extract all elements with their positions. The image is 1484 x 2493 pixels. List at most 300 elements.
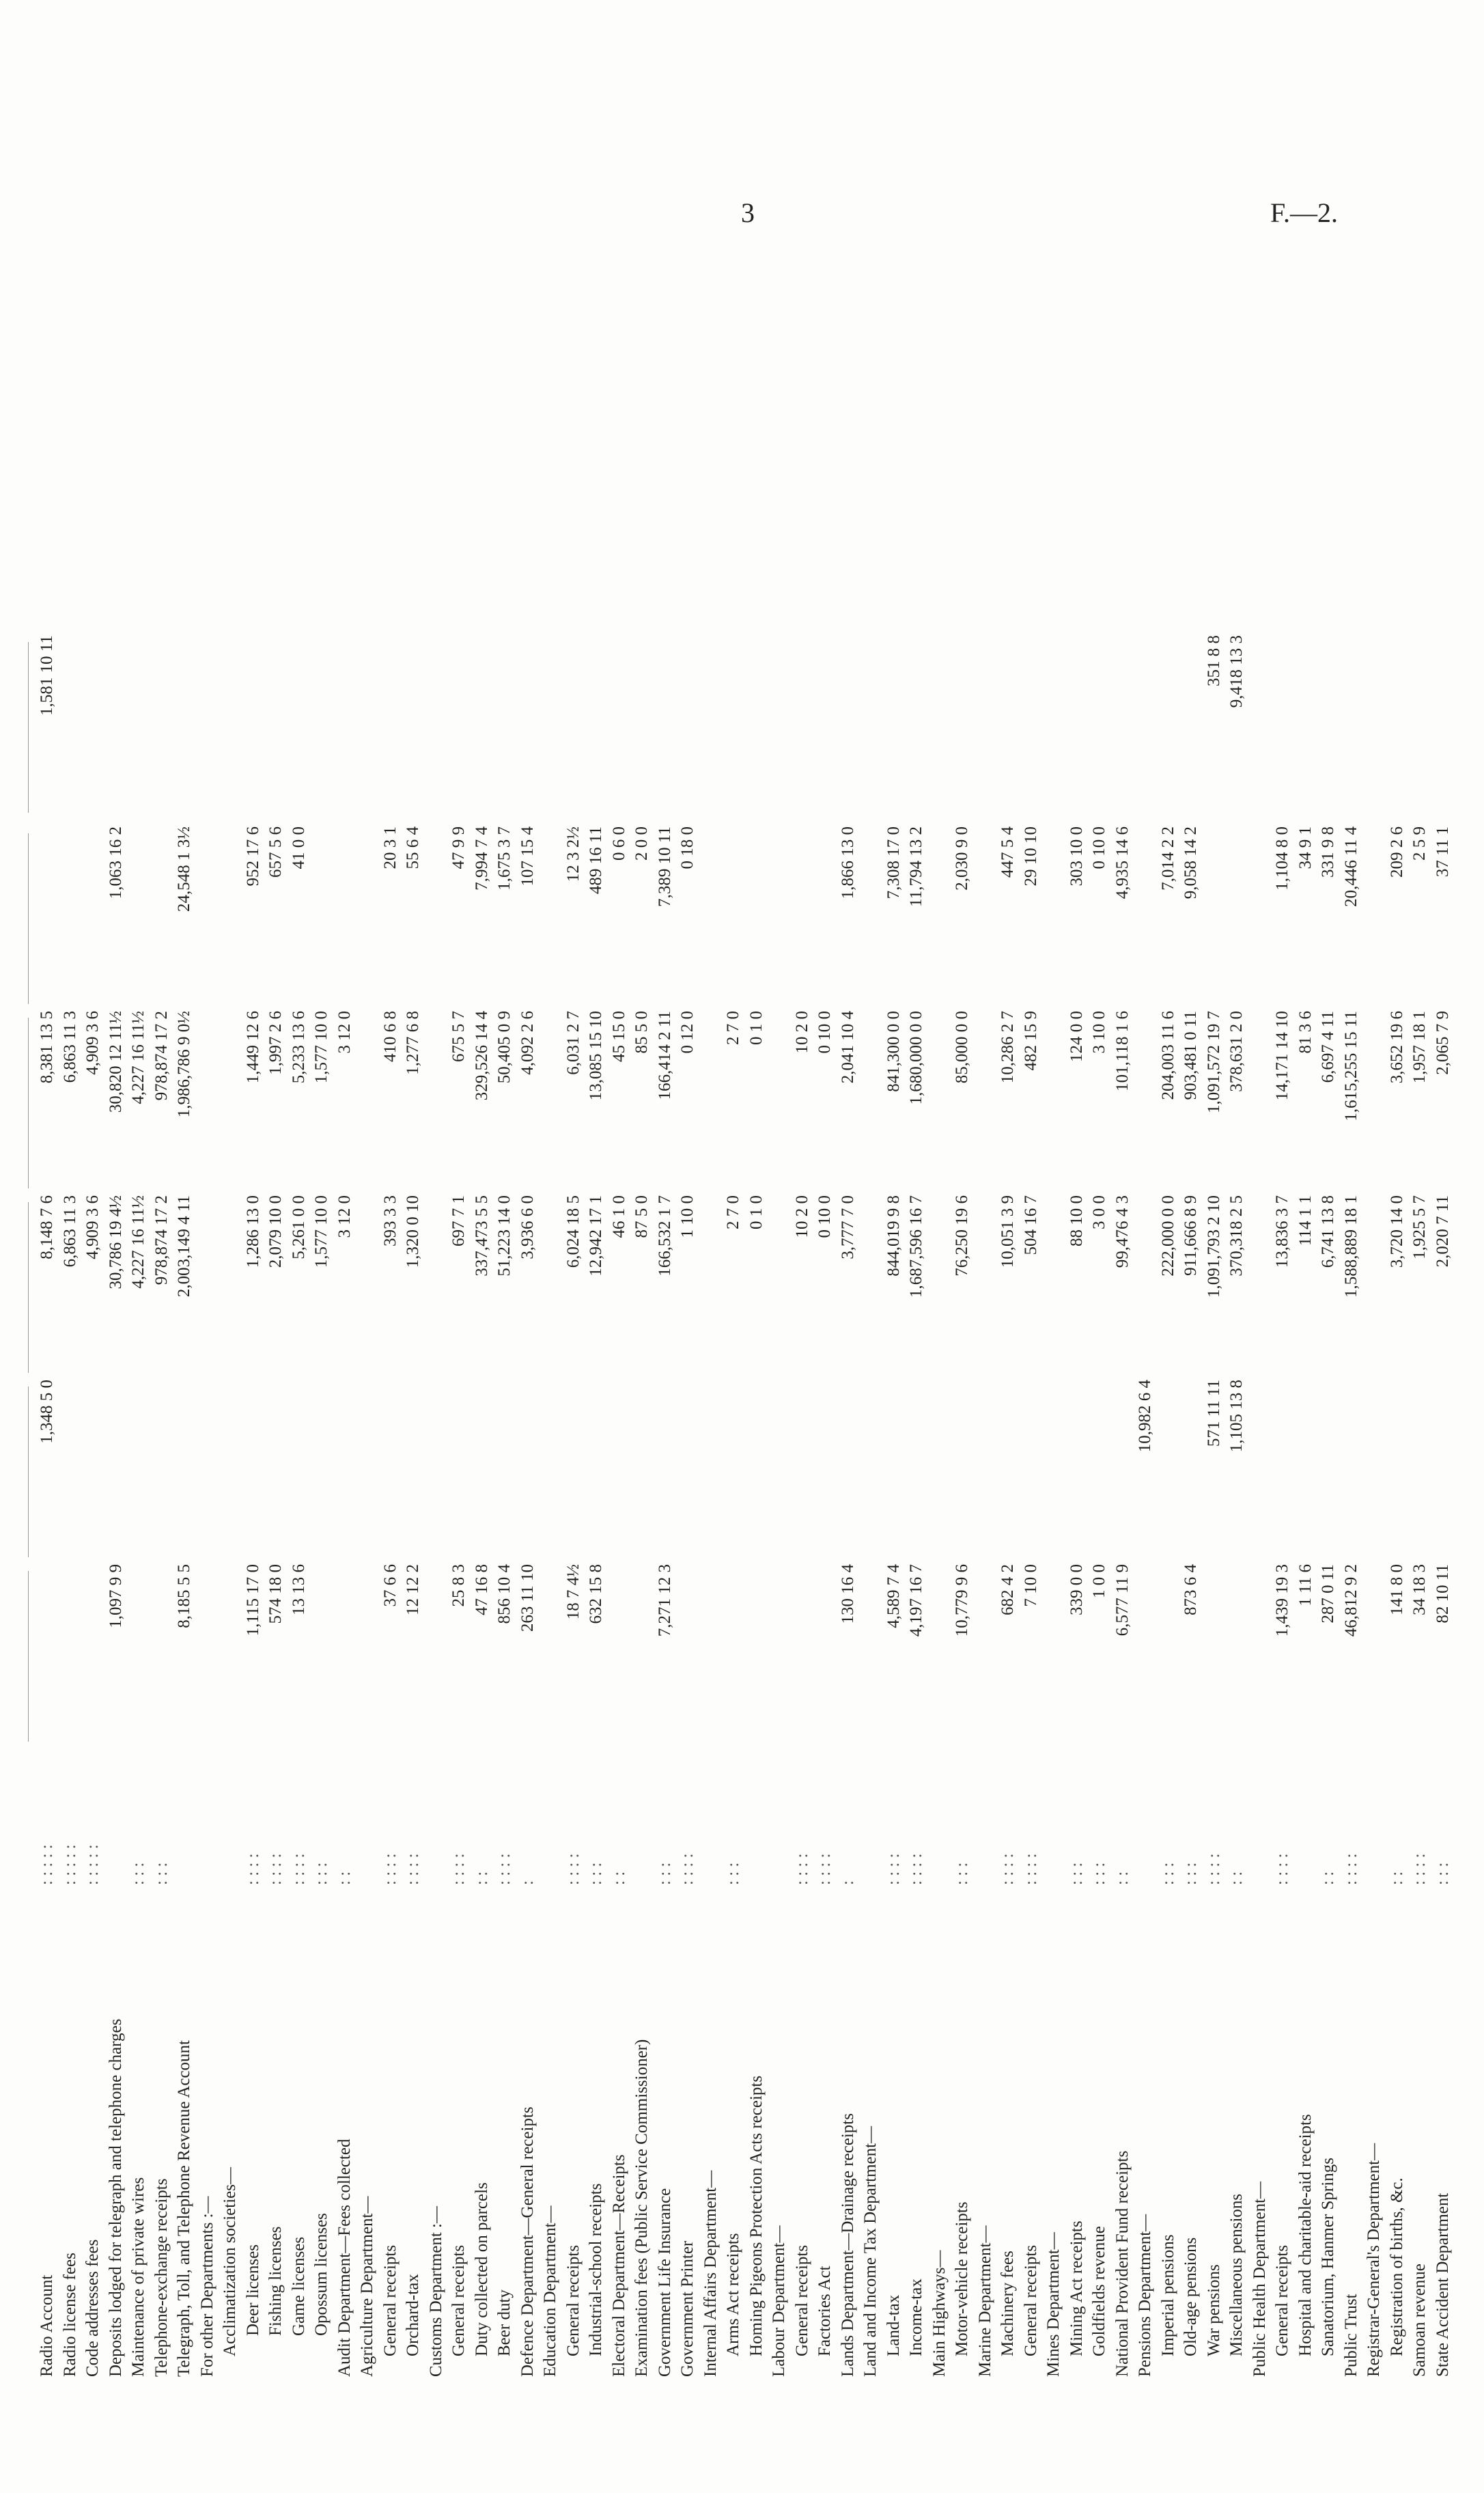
- leader-dots: : : :: [587, 1862, 605, 1885]
- amount-cell-c3: 99,476 4 3: [1112, 1195, 1132, 1268]
- table-row: [724, 232, 743, 2377]
- amount-cell-c4: 1,997 2 6: [266, 1011, 285, 1075]
- amount-cell-c4: 10,286 2 7: [998, 1011, 1017, 1084]
- row-label: Miscellaneous pensions: [1227, 2193, 1246, 2356]
- amount-cell-c3: 166,532 1 7: [655, 1195, 674, 1277]
- amount-cell-c4: 675 5 7: [449, 1011, 468, 1062]
- table-row: [38, 232, 57, 2377]
- amount-cell-c1: 6,577 11 9: [1112, 1564, 1132, 1637]
- row-label: Telegraph, Toll, and Telephone Revenue Account: [175, 2040, 193, 2377]
- table-row: [129, 232, 148, 2377]
- amount-cell-c5: 29 10 10: [1021, 826, 1040, 887]
- table-row: [1044, 232, 1063, 2377]
- amount-cell-c4: 101,118 1 6: [1112, 1011, 1132, 1091]
- row-label: Internal Affairs Department—: [701, 2170, 720, 2377]
- row-label: Marine Department—: [975, 2225, 994, 2377]
- amount-cell-c3: 370,318 2 5: [1227, 1195, 1246, 1277]
- amount-cell-c4: 3 10 0: [1090, 1011, 1108, 1054]
- amount-cell-c1: 7,271 12 3: [655, 1564, 674, 1637]
- amount-cell-c3: 6,863 11 3: [60, 1195, 79, 1268]
- amount-cell-c3: 3 0 0: [1090, 1195, 1108, 1229]
- table-row: [1227, 232, 1246, 2377]
- amount-cell-c1: 25 8 3: [449, 1564, 468, 1607]
- row-label: Income-tax: [907, 2279, 925, 2356]
- amount-cell-c3: 76,250 19 6: [953, 1195, 971, 1277]
- table-row: [221, 232, 240, 2377]
- row-label: Agriculture Department—: [358, 2196, 376, 2377]
- amount-cell-c4: 1,615,255 15 11: [1341, 1011, 1360, 1122]
- amount-cell-c4: 6,697 4 11: [1319, 1011, 1337, 1083]
- amount-cell-c3: 222,000 0 0: [1158, 1195, 1177, 1277]
- leader-dots: : :: [335, 1871, 354, 1885]
- table-row: [1273, 232, 1292, 2377]
- row-label: Opossum licenses: [312, 2213, 331, 2336]
- amount-cell-c5: 24,548 1 3½: [175, 826, 193, 912]
- row-label: Deposits lodged for telegraph and telephone charges: [106, 2018, 125, 2377]
- amount-cell-c3: 2,020 7 11: [1433, 1195, 1452, 1268]
- amount-cell-c4: 30,820 12 11½: [106, 1011, 125, 1113]
- leader-dots: : : :: [129, 1862, 148, 1885]
- row-label: Old-age pensions: [1181, 2237, 1200, 2356]
- leader-dots: : : : :: [815, 1853, 834, 1885]
- row-label: Factories Act: [815, 2266, 834, 2356]
- row-label: Industrial-school receipts: [587, 2183, 605, 2356]
- leader-dots: : : : :: [1410, 1853, 1429, 1885]
- row-label: Radio license fees: [60, 2253, 79, 2377]
- table-row: [839, 232, 858, 2377]
- leader-dots: : : : : :: [38, 1844, 56, 1885]
- leader-dots: : : : :: [792, 1853, 811, 1885]
- amount-cell-c3: 844,019 9 8: [884, 1195, 903, 1277]
- table-row: [815, 232, 835, 2377]
- leader-dots: : : : :: [449, 1853, 468, 1885]
- amount-cell-c4: 2 7 0: [724, 1011, 742, 1045]
- leader-dots: : : : :: [1341, 1853, 1360, 1885]
- table-row: [152, 232, 171, 2377]
- amount-cell-c3: 3,777 7 0: [838, 1195, 857, 1259]
- amount-cell-c5: 1,675 3 7: [495, 826, 514, 891]
- row-label: Fishing licenses: [266, 2226, 285, 2336]
- leader-dots: : :: [609, 1871, 628, 1885]
- amount-cell-c5: 41 0 0: [289, 826, 308, 869]
- amount-cell-c4: 0 12 0: [678, 1011, 697, 1054]
- leader-dots: : :: [1319, 1871, 1337, 1885]
- amount-cell-c3: 46 1 0: [609, 1195, 628, 1238]
- amount-cell-c4: 2,041 10 4: [838, 1011, 857, 1084]
- amount-cell-c3: 4,909 3 6: [83, 1195, 102, 1259]
- leader-dots: : : : :: [243, 1853, 262, 1885]
- amount-cell-c4: 50,405 0 9: [495, 1011, 514, 1084]
- amount-cell-c3: 2,003,149 4 11: [175, 1195, 193, 1298]
- amount-cell-c3: 1,687,596 16 7: [907, 1195, 925, 1298]
- table-row: [107, 232, 126, 2377]
- table-row: [335, 232, 354, 2377]
- amount-cell-c3: 3 12 0: [335, 1195, 354, 1238]
- amount-cell-c1: 4,197 16 7: [907, 1564, 925, 1637]
- amount-cell-c3: 114 1 1: [1296, 1195, 1315, 1246]
- row-label: Government Printer: [678, 2240, 697, 2377]
- amount-cell-c5: 7,389 10 11: [655, 826, 674, 907]
- leader-dots: : : :: [655, 1862, 674, 1885]
- row-label: Pensions Department—: [1136, 2214, 1154, 2377]
- amount-cell-c6: 351 8 8: [1204, 635, 1223, 686]
- leader-dots: : : : :: [289, 1853, 308, 1885]
- table-row: [1205, 232, 1224, 2377]
- leader-dots: : : :: [1067, 1862, 1086, 1885]
- amount-cell-c3: 3,720 14 0: [1387, 1195, 1406, 1268]
- amount-cell-c3: 1,925 5 7: [1410, 1195, 1429, 1259]
- table-row: [1181, 232, 1201, 2377]
- amount-cell-c3: 337,473 5 5: [472, 1195, 491, 1277]
- amount-cell-c5: 0 18 0: [678, 826, 697, 869]
- row-label: Registrar-General's Department—: [1364, 2143, 1383, 2377]
- table-row: [175, 232, 194, 2377]
- amount-cell-c1: 4,589 7 4: [884, 1564, 903, 1628]
- amount-cell-c3: 1,091,793 2 10: [1204, 1195, 1223, 1298]
- amount-cell-c3: 8,148 7 6: [38, 1195, 56, 1259]
- amount-cell-c5: 2 0 0: [632, 826, 651, 861]
- leader-dots: : : :: [152, 1862, 171, 1885]
- table-row: [701, 232, 720, 2377]
- amount-cell-c5: 7,014 2 2: [1158, 826, 1177, 891]
- amount-cell-c5: 47 9 9: [449, 826, 468, 869]
- table-row: [1090, 232, 1109, 2377]
- row-label: War pensions: [1204, 2264, 1223, 2356]
- amount-cell-c1: 82 10 11: [1433, 1564, 1452, 1624]
- amount-cell-c3: 0 1 0: [746, 1195, 766, 1229]
- row-label: Homing Pigeons Protection Acts receipts: [746, 2075, 766, 2356]
- leader-dots: :: [518, 1880, 537, 1885]
- table-row: [1136, 232, 1155, 2377]
- leader-dots: :: [838, 1880, 857, 1885]
- amount-cell-c3: 504 16 7: [1021, 1195, 1040, 1255]
- table-row: [1296, 232, 1315, 2377]
- leader-dots: : : : :: [884, 1853, 903, 1885]
- table-row: [1433, 232, 1453, 2377]
- amount-cell-c1: 574 18 0: [266, 1564, 285, 1624]
- amount-cell-c5: 209 2 6: [1387, 826, 1406, 878]
- table-row: [1364, 232, 1384, 2377]
- amount-cell-c4: 4,092 2 6: [518, 1011, 537, 1075]
- amount-cell-c5: 20 3 1: [380, 826, 400, 869]
- amount-cell-c1: 632 15 8: [587, 1564, 605, 1624]
- row-label: Imperial pensions: [1158, 2234, 1177, 2356]
- table-row: [1250, 232, 1270, 2377]
- amount-cell-c1: 12 12 2: [404, 1564, 422, 1615]
- amount-cell-c4: 3,652 19 6: [1387, 1011, 1406, 1084]
- table-row: [1159, 232, 1178, 2377]
- table-row: [473, 232, 492, 2377]
- table-row: [793, 232, 812, 2377]
- amount-cell-c5: 657 5 6: [266, 826, 285, 878]
- table-row: [587, 232, 606, 2377]
- amount-cell-c2: 571 11 11: [1204, 1380, 1223, 1447]
- leader-dots: : : : :: [907, 1853, 925, 1885]
- amount-cell-c5: 20,446 11 4: [1341, 826, 1360, 907]
- row-label: Mines Department—: [1044, 2232, 1063, 2377]
- amount-cell-c4: 0 1 0: [746, 1011, 766, 1045]
- amount-cell-c3: 13,836 3 7: [1273, 1195, 1291, 1268]
- row-label: Code addresses fees: [83, 2239, 102, 2377]
- leader-dots: : : : :: [998, 1853, 1017, 1885]
- amount-cell-c3: 3,936 6 0: [518, 1195, 537, 1259]
- row-label: General receipts: [1273, 2244, 1291, 2356]
- table-row: [541, 232, 560, 2377]
- column-rule: [28, 1018, 29, 1188]
- amount-cell-c1: 873 6 4: [1181, 1564, 1200, 1615]
- table-row: [1113, 232, 1132, 2377]
- leader-dots: : : : :: [495, 1853, 514, 1885]
- leader-dots: : : :: [1181, 1862, 1200, 1885]
- leader-dots: : :: [1227, 1871, 1246, 1885]
- amount-cell-c4: 1,277 6 8: [404, 1011, 422, 1075]
- amount-cell-c4: 204,003 11 6: [1158, 1011, 1177, 1100]
- table-row: [930, 232, 949, 2377]
- amount-cell-c3: 1,577 10 0: [312, 1195, 331, 1268]
- amount-cell-c3: 1 10 0: [678, 1195, 697, 1238]
- amount-cell-c4: 45 15 0: [609, 1011, 628, 1062]
- amount-cell-c4: 14,171 14 10: [1273, 1011, 1291, 1101]
- row-label: General receipts: [1021, 2244, 1040, 2356]
- leader-dots: : : : :: [1204, 1853, 1223, 1885]
- amount-cell-c4: 81 3 6: [1296, 1011, 1315, 1054]
- table-row: [312, 232, 331, 2377]
- row-label: Education Department—: [541, 2205, 559, 2377]
- column-rule: [28, 642, 29, 813]
- amount-cell-c5: 489 16 11: [587, 826, 605, 895]
- row-label: Motor-vehicle receipts: [953, 2201, 971, 2356]
- amount-cell-c3: 2 7 0: [724, 1195, 742, 1229]
- leader-dots: : : :: [1090, 1862, 1108, 1885]
- row-label: Sanatorium, Hanmer Springs: [1319, 2158, 1337, 2356]
- row-label: Duty collected on parcels: [472, 2182, 491, 2356]
- amount-cell-c1: 682 4 2: [998, 1564, 1017, 1615]
- table-row: [518, 232, 537, 2377]
- leader-dots: : :: [472, 1871, 491, 1885]
- table-row: [427, 232, 446, 2377]
- row-label: General receipts: [380, 2244, 400, 2356]
- table-row: [290, 232, 309, 2377]
- leader-dots: : : :: [953, 1862, 971, 1885]
- leader-dots: : : : :: [404, 1853, 422, 1885]
- amount-cell-c3: 12,942 17 1: [587, 1195, 605, 1277]
- row-label: Game licenses: [289, 2236, 308, 2336]
- table-row: [884, 232, 904, 2377]
- amount-cell-c4: 978,874 17 2: [152, 1011, 171, 1101]
- amount-cell-c5: 303 10 0: [1067, 826, 1086, 887]
- leader-dots: : : : :: [563, 1853, 583, 1885]
- amount-cell-c1: 37 6 6: [380, 1564, 400, 1607]
- row-label: General receipts: [563, 2244, 583, 2356]
- table-row: [1388, 232, 1407, 2377]
- table-row: [678, 232, 697, 2377]
- row-label: Mining Act receipts: [1067, 2220, 1086, 2356]
- table-row: [266, 232, 285, 2377]
- amount-cell-c1: 1,097 9 9: [106, 1564, 125, 1628]
- table-row: [83, 232, 102, 2377]
- row-label: Orchard-tax: [404, 2274, 422, 2356]
- column-rule: [28, 833, 29, 1004]
- amount-cell-c1: 46,812 9 2: [1341, 1564, 1360, 1637]
- amount-cell-c4: 6,031 2 7: [563, 1011, 583, 1075]
- amount-cell-c1: 339 0 0: [1067, 1564, 1086, 1615]
- amount-cell-c3: 2,079 10 0: [266, 1195, 285, 1268]
- amount-cell-c3: 0 10 0: [815, 1195, 834, 1238]
- leader-dots: : : : : :: [83, 1844, 102, 1885]
- leader-dots: : : :: [1433, 1862, 1452, 1885]
- leader-dots: : :: [1112, 1871, 1132, 1885]
- table-row: [564, 232, 583, 2377]
- amount-cell-c1: 1 0 0: [1090, 1564, 1108, 1598]
- table-row: [1342, 232, 1361, 2377]
- amount-cell-c4: 0 10 0: [815, 1011, 834, 1054]
- amount-cell-c1: 141 8 0: [1387, 1564, 1406, 1615]
- amount-cell-c3: 88 10 0: [1067, 1195, 1086, 1246]
- amount-cell-c4: 1,680,000 0 0: [907, 1011, 925, 1105]
- amount-cell-c3: 1,286 13 0: [243, 1195, 262, 1268]
- amount-cell-c5: 7,308 17 0: [884, 826, 903, 900]
- amount-cell-c5: 34 9 1: [1296, 826, 1315, 869]
- amount-cell-c4: 10 2 0: [792, 1011, 811, 1054]
- amount-cell-c3: 51,223 14 0: [495, 1195, 514, 1277]
- amount-cell-c5: 952 17 6: [243, 826, 262, 887]
- row-label: State Accident Department: [1433, 2192, 1452, 2377]
- table-row: [861, 232, 880, 2377]
- amount-cell-c5: 11,794 13 2: [907, 826, 925, 907]
- row-label: Beer duty: [495, 2289, 514, 2356]
- amount-cell-c5: 0 10 0: [1090, 826, 1108, 869]
- amount-cell-c3: 1,320 0 10: [404, 1195, 422, 1268]
- amount-cell-c3: 30,786 19 4½: [106, 1195, 125, 1290]
- amount-cell-c1: 1 11 6: [1296, 1564, 1315, 1606]
- amount-cell-c1: 7 10 0: [1021, 1564, 1040, 1607]
- row-label: Land and Income Tax Department—: [861, 2126, 880, 2377]
- amount-cell-c4: 2,065 7 9: [1433, 1011, 1452, 1075]
- amount-cell-c4: 1,957 18 1: [1410, 1011, 1429, 1084]
- row-label: Registration of births, &c.: [1387, 2177, 1406, 2356]
- table-row: [358, 232, 377, 2377]
- row-label: For other Departments :—: [197, 2196, 216, 2377]
- table-row: [244, 232, 263, 2377]
- table-row: [976, 232, 995, 2377]
- leader-dots: : : :: [724, 1862, 742, 1885]
- amount-cell-c1: 34 18 3: [1410, 1564, 1429, 1615]
- amount-cell-c3: 6,741 13 8: [1319, 1195, 1337, 1268]
- amount-cell-c5: 331 9 8: [1319, 826, 1337, 878]
- row-label: Telephone-exchange receipts: [152, 2178, 171, 2377]
- amount-cell-c4: 841,300 0 0: [884, 1011, 903, 1092]
- row-label: Land-tax: [884, 2294, 903, 2356]
- amount-cell-c4: 1,986,786 9 0½: [175, 1011, 193, 1118]
- amount-cell-c5: 55 6 4: [404, 826, 422, 869]
- amount-cell-c4: 378,631 2 0: [1227, 1011, 1246, 1092]
- amount-cell-c5: 9,058 14 2: [1181, 826, 1200, 900]
- amount-cell-c1: 856 10 4: [495, 1564, 514, 1624]
- row-label: Electoral Department—Receipts: [609, 2154, 628, 2377]
- amount-cell-c1: 1,439 19 3: [1273, 1564, 1291, 1637]
- amount-cell-c4: 6,863 11 3: [60, 1011, 79, 1083]
- amount-cell-c5: 447 5 4: [998, 826, 1017, 878]
- table-row: [1319, 232, 1338, 2377]
- table-row: [198, 232, 217, 2377]
- row-label: Audit Department—Fees collected: [335, 2139, 354, 2377]
- leader-dots: : : : :: [266, 1853, 285, 1885]
- amount-cell-c5: 4,935 14 6: [1112, 826, 1132, 900]
- amount-cell-c1: 13 13 6: [289, 1564, 308, 1615]
- table-row: [747, 232, 766, 2377]
- row-label: Samoan revenue: [1410, 2264, 1429, 2377]
- row-label: Examination fees (Public Service Commissioner): [632, 2039, 651, 2377]
- row-label: Defence Department—General receipts: [518, 2106, 537, 2377]
- amount-cell-c4: 5,233 13 6: [289, 1011, 308, 1084]
- table-row: [381, 232, 400, 2377]
- leader-dots: : : :: [1158, 1862, 1177, 1885]
- amount-cell-c3: 393 3 3: [380, 1195, 400, 1246]
- column-rule: [28, 1202, 29, 1373]
- amount-cell-c3: 4,227 16 11½: [129, 1195, 148, 1289]
- column-rule: [28, 1571, 29, 1742]
- amount-cell-c3: 10 2 0: [792, 1195, 811, 1238]
- amount-cell-c3: 911,666 8 9: [1181, 1195, 1200, 1276]
- document-code: F.—2.: [1270, 197, 1339, 228]
- amount-cell-c3: 87 5 0: [632, 1195, 651, 1238]
- amount-cell-c2: 1,105 13 8: [1227, 1380, 1246, 1453]
- amount-cell-c6: 1,581 10 11: [38, 635, 56, 716]
- amount-cell-c4: 85,000 0 0: [953, 1011, 971, 1084]
- amount-cell-c3: 5,261 0 0: [289, 1195, 308, 1259]
- amount-cell-c3: 978,874 17 2: [152, 1195, 171, 1285]
- table-row: [449, 232, 468, 2377]
- row-label: Deer licenses: [243, 2244, 262, 2336]
- table-row: [953, 232, 972, 2377]
- amount-cell-c4: 13,085 15 10: [587, 1011, 605, 1101]
- amount-cell-c5: 7,994 7 4: [472, 826, 491, 891]
- row-label: Arms Act receipts: [724, 2233, 742, 2356]
- leader-dots: : :: [1387, 1871, 1406, 1885]
- row-label: Acclimatization societies—: [221, 2167, 239, 2356]
- amount-cell-c1: 8,185 5 5: [175, 1564, 193, 1628]
- amount-cell-c4: 8,381 13 5: [38, 1011, 56, 1084]
- amount-cell-c3: 10,051 3 9: [998, 1195, 1017, 1268]
- table-row: [632, 232, 652, 2377]
- amount-cell-c5: 1,063 16 2: [106, 826, 125, 900]
- amount-cell-c5: 0 6 0: [609, 826, 628, 861]
- leader-dots: : : : :: [1021, 1853, 1040, 1885]
- table-row: [404, 232, 423, 2377]
- table-row: [770, 232, 789, 2377]
- amount-cell-c1: 10,779 9 6: [953, 1564, 971, 1637]
- column-rule: [28, 1387, 29, 1557]
- table-row: [610, 232, 629, 2377]
- amount-cell-c2: 1,348 5 0: [38, 1380, 56, 1444]
- amount-cell-c1: 18 7 4½: [563, 1564, 583, 1620]
- row-label: Main Highways—: [929, 2250, 949, 2377]
- row-label: General receipts: [792, 2244, 811, 2356]
- table-row: [1410, 232, 1429, 2377]
- amount-cell-c4: 166,414 2 11: [655, 1011, 674, 1100]
- amount-cell-c5: 1,866 13 0: [838, 826, 857, 900]
- amount-cell-c1: 1,115 17 0: [243, 1564, 262, 1637]
- row-label: Hospital and charitable-aid receipts: [1296, 2114, 1315, 2356]
- table-row: [907, 232, 926, 2377]
- row-label: National Provident Fund receipts: [1112, 2150, 1132, 2377]
- page-number: 3: [741, 197, 755, 228]
- row-label: Machinery fees: [998, 2251, 1017, 2356]
- row-label: General receipts: [449, 2244, 468, 2356]
- amount-cell-c1: 47 16 8: [472, 1564, 491, 1615]
- table-row: [998, 232, 1018, 2377]
- amount-cell-c4: 1,449 12 6: [243, 1011, 262, 1084]
